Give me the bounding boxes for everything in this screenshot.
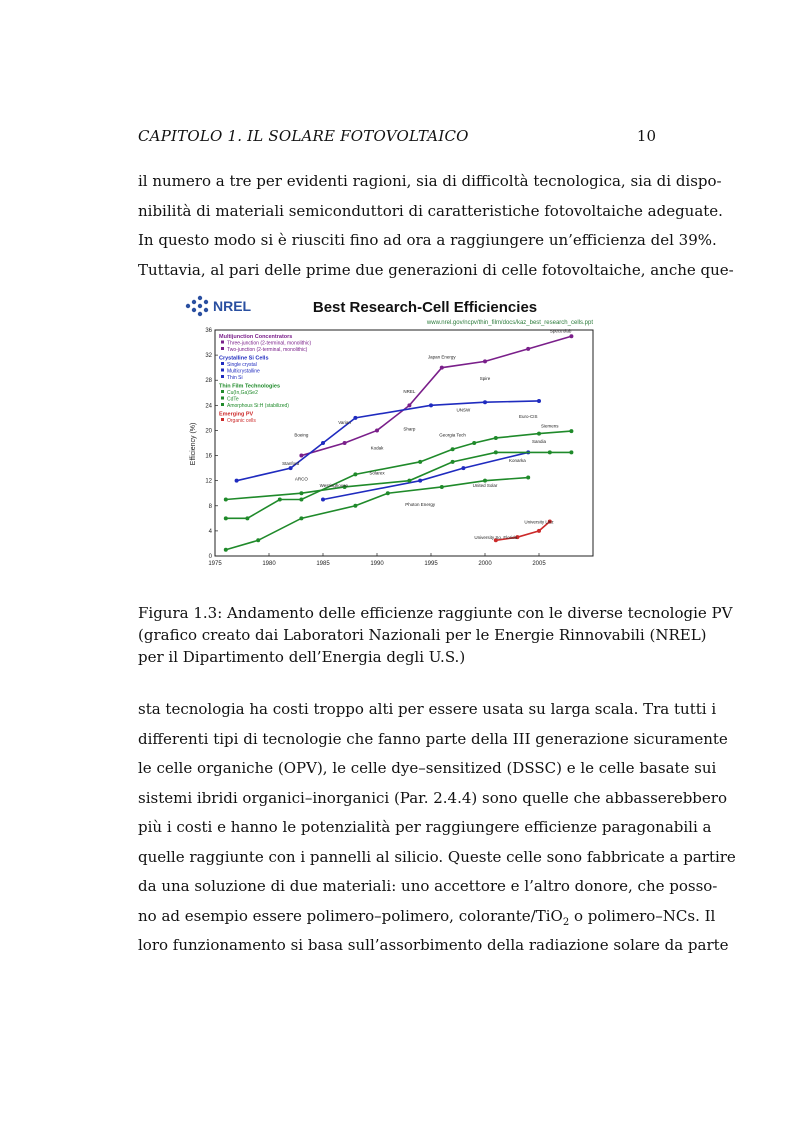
text-line: da una soluzione di due materiali: uno accettore e l’altro donore, che posso-: [138, 877, 718, 895]
annotation-label: UNSW: [456, 407, 471, 413]
data-point: [299, 491, 303, 495]
data-point: [494, 436, 498, 440]
figure-1-3: [185, 294, 595, 580]
nrel-logo-icon: [186, 296, 252, 316]
data-point: [375, 428, 379, 432]
data-point: [386, 491, 390, 495]
data-point: [353, 472, 357, 476]
data-point: [299, 516, 303, 520]
paragraph-2: [138, 695, 736, 961]
data-point: [548, 450, 552, 454]
text-line: In questo modo si è riusciti fino ad ora a raggiungere un’efficienza del 39%.: [138, 231, 717, 249]
y-tick-label: 28: [205, 378, 212, 385]
x-tick-label: 2000: [478, 561, 492, 567]
annotation-label: Sandia: [531, 439, 547, 444]
data-point: [569, 334, 573, 338]
legend-marker: [221, 369, 224, 372]
data-point: [224, 548, 228, 552]
legend-group-label: Thin Film Technologies: [219, 383, 281, 390]
text-line: Tuttavia, al pari delle prime due generazioni di celle fotovoltaiche, anche que-: [138, 260, 734, 279]
y-tick-label: 8: [208, 503, 212, 510]
annotation-label: Varian: [338, 420, 351, 426]
subscript: 2: [562, 916, 570, 928]
figure-caption: [138, 602, 733, 668]
data-point: [472, 441, 476, 445]
data-point: [256, 538, 260, 542]
page-number: 10: [636, 127, 656, 145]
data-point: [440, 366, 444, 370]
data-point: [526, 347, 530, 351]
y-axis-label: Efficiency (%): [190, 422, 197, 466]
legend-marker: [221, 390, 224, 393]
legend-entry: CdTe: [227, 396, 239, 403]
data-point: [451, 460, 455, 464]
chart-subtitle: www.nrel.gov/ncpv/thin_film/docs/kaz_best_research_cells.ppt: [426, 320, 593, 326]
data-point: [537, 399, 541, 403]
chart-title: Best Research-Cell Efficiencies: [312, 299, 538, 316]
x-tick-label: 1995: [424, 561, 438, 567]
legend-marker: [221, 341, 224, 344]
text-line: sta tecnologia ha costi troppo alti per essere usata su larga scala. Tra tutti i: [138, 700, 717, 718]
legend-group-label: Crystalline Si Cells: [219, 355, 269, 362]
y-tick-label: 36: [205, 328, 212, 334]
data-point: [353, 416, 357, 420]
data-point: [321, 498, 325, 502]
x-tick-label: 1980: [262, 561, 276, 567]
legend-group-label: Emerging PV: [219, 411, 254, 418]
data-point: [407, 479, 411, 483]
text-line: loro funzionamento si basa sull’assorbimento della radiazione solare da parte: [138, 936, 729, 954]
text-line: il numero a tre per evidenti ragioni, sia di difficoltà tecnologica, sia di dispo-: [138, 172, 722, 190]
x-tick-label: 2005: [532, 561, 546, 567]
y-tick-label: 0: [208, 554, 212, 560]
annotation-label: Kodak: [370, 445, 384, 451]
annotation-label: Photon Energy: [405, 501, 436, 507]
data-point: [461, 466, 465, 470]
data-point: [526, 476, 530, 480]
annotation-label: Westinghouse: [319, 482, 349, 488]
legend-marker: [221, 347, 224, 350]
x-tick-label: 1975: [208, 561, 222, 567]
caption-line: (grafico creato dai Laboratori Nazionali per le Energie Rinnovabili (NREL): [138, 626, 707, 644]
data-point: [224, 498, 228, 502]
data-point: [299, 454, 303, 458]
annotation-label: ARCO: [294, 476, 308, 482]
legend-entry: Thin Si: [227, 375, 243, 381]
text-line: nibilità di materiali semiconduttori di caratteristiche fotovoltaiche adeguate.: [138, 201, 723, 220]
annotation-label: Euro-CIS: [518, 413, 538, 419]
text-line: quelle raggiunte con i pannelli al silicio. Queste celle sono fabbricate a partire: [138, 847, 736, 866]
legend-marker: [221, 375, 224, 378]
data-point: [429, 403, 433, 407]
caption-line: per il Dipartimento dell’Energia degli U.S.): [138, 648, 466, 666]
data-point: [235, 479, 239, 483]
legend-marker: [221, 362, 224, 365]
data-point: [321, 441, 325, 445]
legend-marker: [221, 397, 224, 400]
legend-entry: Three-junction (2-terminal, monolithic): [227, 340, 312, 347]
data-point: [451, 447, 455, 451]
data-point: [278, 498, 282, 502]
data-point: [537, 529, 541, 533]
data-point: [224, 516, 228, 520]
annotation-label: Solarex: [369, 470, 385, 476]
data-point: [569, 429, 573, 433]
caption-line: Figura 1.3: Andamento delle efficienze raggiunte con le diverse tecnologie PV: [138, 604, 733, 622]
annotation-label: Spectrolab: [549, 328, 572, 334]
data-point: [343, 441, 347, 445]
data-point: [289, 466, 293, 470]
data-point: [483, 400, 487, 404]
annotation-label: Konarka: [509, 457, 526, 463]
text-line: le celle organiche (OPV), le celle dye–sensitized (DSSC) e le celle basate sui: [138, 759, 717, 777]
annotation-label: Siemens: [541, 423, 559, 429]
legend-marker: [221, 418, 224, 421]
y-tick-label: 16: [205, 453, 212, 460]
data-point: [418, 479, 422, 483]
text-line: differenti tipi di tecnologie che fanno parte della III generazione sicuramente: [138, 729, 728, 748]
x-tick-label: 1985: [316, 561, 330, 567]
legend-marker: [221, 403, 224, 406]
series-line: [226, 431, 572, 518]
annotation-label: Boeing: [294, 432, 309, 438]
y-tick-label: 20: [205, 428, 212, 435]
legend-entry: Organic cells: [227, 418, 256, 424]
data-point: [494, 450, 498, 454]
annotation-label: Georgia Tech: [439, 432, 466, 438]
text-line: più i costi e hanno le potenzialità per raggiungere efficienze paragonabili a: [138, 818, 712, 836]
chapter-title: CAPITOLO 1. IL SOLARE FOTOVOLTAICO: [138, 127, 469, 145]
page-header: [138, 127, 656, 149]
y-tick-label: 32: [205, 353, 212, 360]
legend-group-label: Multijunction Concentrators: [219, 334, 293, 340]
x-tick-label: 1990: [370, 561, 384, 567]
paragraph-1: [138, 167, 734, 285]
legend-entry: Two-junction (2-terminal, monolithic): [227, 347, 308, 353]
legend-entry: Cu(In,Ga)Se2: [227, 390, 258, 396]
y-tick-label: 24: [205, 403, 212, 410]
data-point: [245, 516, 249, 520]
legend-entry: Multicrystalline: [227, 368, 260, 375]
data-point: [407, 403, 411, 407]
legend-entry: Amorphous Si:H (stabilized): [227, 403, 289, 409]
legend-entry: Single crystal: [227, 362, 257, 368]
annotation-label: NREL: [403, 388, 416, 394]
annotation-label: Japan Energy: [427, 354, 456, 360]
y-tick-label: 12: [205, 478, 212, 485]
data-point: [537, 432, 541, 436]
annotation-label: Sharp: [403, 426, 416, 432]
data-point: [299, 498, 303, 502]
efficiency-chart: [185, 294, 595, 580]
annotation-label: Spire: [479, 376, 491, 382]
data-point: [483, 359, 487, 363]
logo-text: NREL: [213, 298, 252, 314]
annotation-label: United Solar: [472, 482, 498, 488]
data-point: [569, 450, 573, 454]
text-line: sistemi ibridi organici–inorganici (Par. 2.4.4) sono quelle che abbasserebbero: [138, 788, 727, 807]
data-point: [418, 460, 422, 464]
annotation-label: University So. Florida: [474, 535, 518, 541]
annotation-label: University Linz: [524, 519, 554, 525]
text-line: no ad esempio essere polimero–polimero, colorante/TiO$_2$ o polimero–NCs. Il: [138, 906, 716, 928]
data-point: [353, 504, 357, 508]
annotation-label: Stanford: [282, 460, 300, 466]
y-tick-label: 4: [208, 528, 212, 535]
data-point: [440, 485, 444, 489]
